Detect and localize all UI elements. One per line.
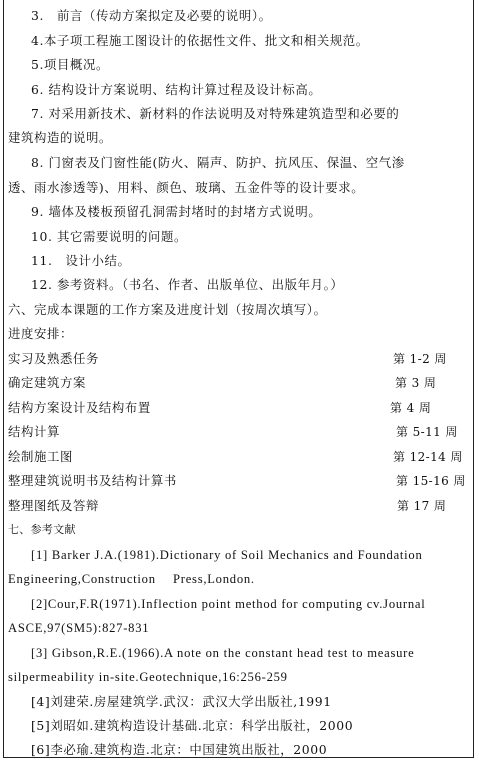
schedule-task: 结构方案设计及结构布置: [8, 400, 151, 415]
reference-1-line-2: Engineering,Construction Press,London.: [8, 572, 255, 586]
schedule-task: 整理图纸及答辩: [8, 498, 99, 513]
schedule-week: 第 4 周: [390, 401, 432, 415]
schedule-task: 结构计算: [8, 424, 60, 439]
schedule-task: 整理建筑说明书及结构计算书: [8, 473, 177, 488]
schedule-task: 实习及熟悉任务: [8, 351, 99, 366]
item-9: 9. 墙体及楼板预留孔洞需封堵时的封堵方式说明。: [31, 204, 322, 219]
schedule-week: 第 15-16 周: [396, 474, 466, 488]
item-11: 11. 设计小结。: [31, 253, 131, 268]
schedule-week: 第 1-2 周: [393, 352, 447, 366]
schedule-label: 进度安排：: [8, 326, 73, 341]
reference-1-line-1: [1] Barker J.A.(1981).Dictionary of Soil Mechanics and Foundation: [31, 548, 423, 562]
item-7-line-2: 建筑构造的说明。: [8, 130, 112, 145]
schedule-week: 第 3 周: [395, 376, 437, 390]
item-8-line-1: 8. 门窗表及门窗性能(防火、隔声、防护、抗风压、保温、空气渗: [31, 155, 405, 170]
item-4: 4.本子项工程施工图设计的依据性文件、批文和相关规范。: [31, 33, 369, 48]
reference-5: [5]刘昭如.建筑构造设计基础.北京：科学出版社，2000: [31, 718, 354, 733]
reference-6: [6]李必瑜.建筑构造.北京：中国建筑出版社，2000: [31, 742, 328, 757]
section-6-heading: 六、完成本课题的工作方案及进度计划（按周次填写）。: [8, 302, 327, 317]
schedule-week: 第 5-11 周: [396, 425, 458, 439]
schedule-task: 绘制施工图: [8, 449, 73, 464]
item-6: 6. 结构设计方案说明、结构计算过程及设计标高。: [31, 82, 322, 97]
schedule-week: 第 12-14 周: [393, 450, 463, 464]
schedule-week: 第 17 周: [397, 499, 447, 513]
item-3: 3. 前言（传动方案拟定及必要的说明）。: [31, 8, 272, 23]
item-5: 5.项目概况。: [31, 57, 109, 72]
item-10: 10. 其它需要说明的问题。: [31, 229, 187, 244]
item-12: 12. 参考资料。（书名、作者、出版单位、出版年月。）: [31, 277, 344, 292]
reference-3-line-1: [3] Gibson,R.E.(1966).A note on the constant head test to measure: [31, 646, 415, 660]
item-8-line-2: 透、雨水渗透等)、用料、颜色、玻璃、五金件等的设计要求。: [8, 180, 365, 195]
reference-3-line-2: silpermeability in-site.Geotechnique,16:256-259: [8, 670, 288, 684]
reference-4: [4]刘建荣.房屋建筑学.武汉：武汉大学出版社,1991: [31, 694, 332, 709]
reference-2-line-2: ASCE,97(SM5):827-831: [8, 621, 150, 635]
schedule-task: 确定建筑方案: [8, 375, 86, 390]
section-7-heading: 七、参考文献: [8, 523, 76, 536]
reference-2-line-1: [2]Cour,F.R(1971).Inflection point method for computing cv.Journal: [31, 597, 426, 611]
item-7-line-1: 7. 对采用新技术、新材料的作法说明及对特殊建筑造型和必要的: [31, 106, 400, 121]
